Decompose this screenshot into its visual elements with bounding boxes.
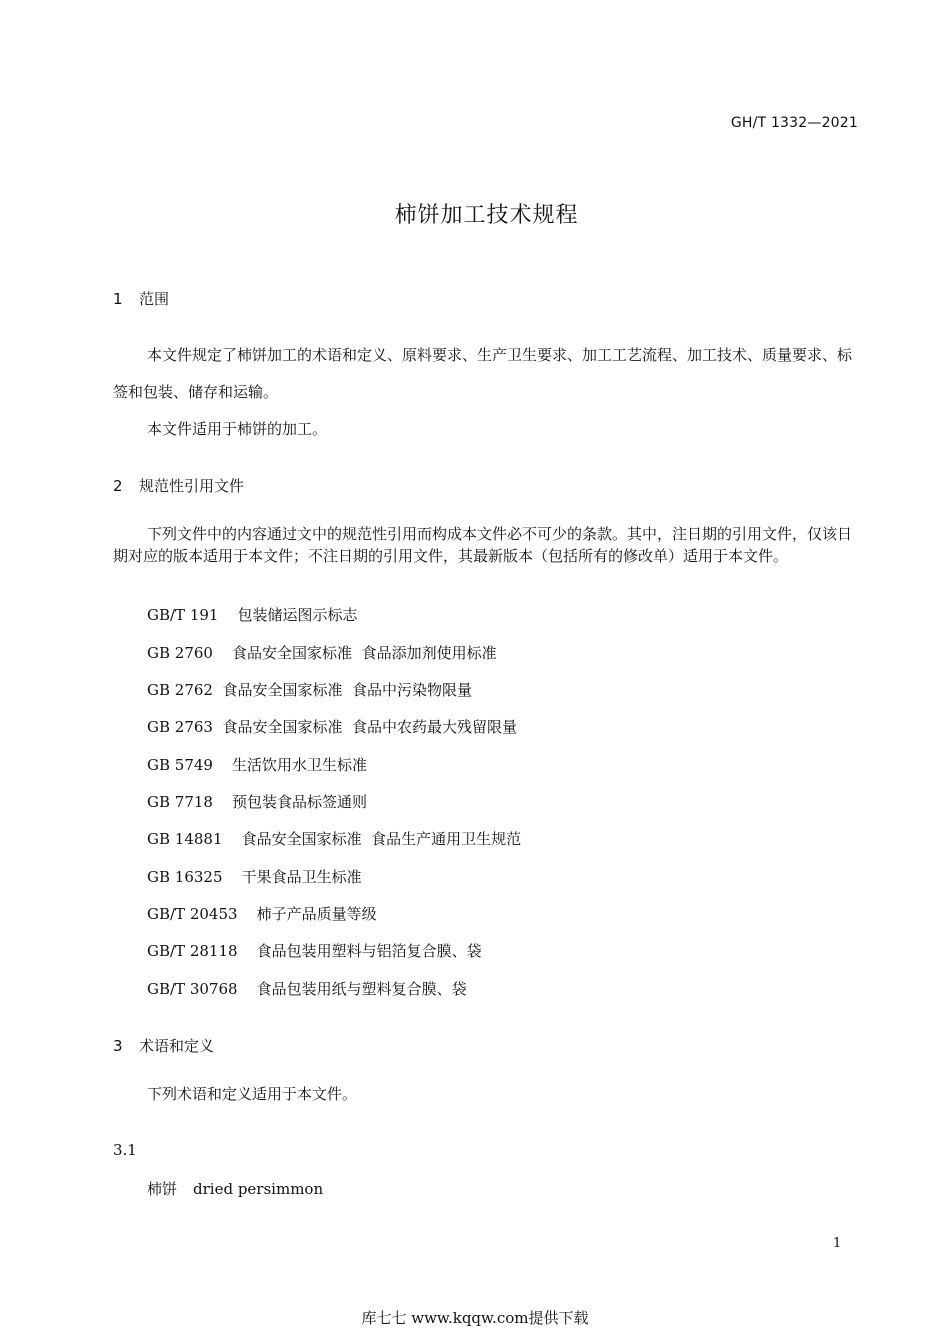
reference-title: 预包装食品标签通则 — [232, 793, 368, 811]
scope-paragraph-1: 本文件规定了柿饼加工的术语和定义、原料要求、生产卫生要求、加工工艺流程、加工技术、质量要求、标签和包装、储存和运输。 — [113, 346, 853, 401]
reference-code: GB 14881 — [147, 830, 223, 848]
standard-number: GH/T 1332—2021 — [730, 115, 858, 131]
section-title: 范围 — [139, 290, 170, 308]
reference-item — [147, 604, 358, 625]
terms-intro-paragraph: 下列术语和定义适用于本文件。 — [147, 1085, 358, 1103]
reference-code: GB/T 191 — [147, 606, 219, 624]
reference-item — [147, 866, 362, 887]
reference-title: 食品安全国家标准 食品中农药最大残留限量 — [222, 718, 518, 736]
reference-item — [147, 978, 467, 999]
reference-item — [147, 642, 497, 663]
reference-title: 柿子产品质量等级 — [256, 905, 377, 923]
section-heading-normative-references — [113, 475, 244, 496]
reference-code: GB/T 28118 — [147, 942, 238, 960]
section-number: 3 — [113, 1037, 123, 1055]
reference-title: 食品安全国家标准 食品添加剂使用标准 — [232, 644, 497, 662]
reference-item — [147, 903, 377, 924]
reference-title: 包装储运图示标志 — [237, 606, 358, 624]
reference-code: GB 16325 — [147, 868, 223, 886]
reference-code: GB 2763 — [147, 718, 213, 736]
section-title: 术语和定义 — [139, 1037, 215, 1055]
download-watermark: 库七七 www.kqqw.com提供下载 — [361, 1309, 589, 1327]
reference-title: 食品安全国家标准 食品中污染物限量 — [222, 681, 473, 699]
reference-code: GB 5749 — [147, 756, 213, 774]
reference-title: 生活饮用水卫生标准 — [232, 756, 368, 774]
reference-item — [147, 679, 472, 700]
section-number: 1 — [113, 290, 123, 308]
reference-title: 食品包装用纸与塑料复合膜、袋 — [256, 980, 467, 998]
document-title: 柿饼加工技术规程 — [394, 203, 579, 228]
reference-title: 干果食品卫生标准 — [241, 868, 362, 886]
reference-item — [147, 716, 517, 737]
section-title: 规范性引用文件 — [139, 477, 245, 495]
reference-code: GB/T 20453 — [147, 905, 238, 923]
reference-item — [147, 940, 482, 961]
term-english: dried persimmon — [193, 1180, 324, 1198]
reference-code: GB 7718 — [147, 793, 213, 811]
reference-item — [147, 828, 521, 849]
reference-title: 食品包装用塑料与铝箔复合膜、袋 — [256, 942, 482, 960]
term-number: 3.1 — [113, 1141, 137, 1159]
reference-code: GB 2760 — [147, 644, 213, 662]
section-heading-terms — [113, 1035, 214, 1056]
term-entry — [147, 1178, 323, 1199]
reference-code: GB 2762 — [147, 681, 213, 699]
reference-item — [147, 791, 367, 812]
section-number: 2 — [113, 477, 123, 495]
reference-item — [147, 754, 367, 775]
normative-intro-paragraph: 下列文件中的内容通过文中的规范性引用而构成本文件必不可少的条款。其中，注日期的引用文件，仅该日期对应的版本适用于本文件；不注日期的引用文件，其最新版本（包括所有的修改单）适用于本文件。 — [113, 525, 853, 565]
section-heading-scope — [113, 288, 169, 309]
reference-title: 食品安全国家标准 食品生产通用卫生规范 — [241, 830, 522, 848]
reference-code: GB/T 30768 — [147, 980, 238, 998]
page-number: 1 — [833, 1236, 842, 1251]
term-chinese: 柿饼 — [147, 1180, 178, 1198]
scope-paragraph-2: 本文件适用于柿饼的加工。 — [147, 420, 328, 438]
